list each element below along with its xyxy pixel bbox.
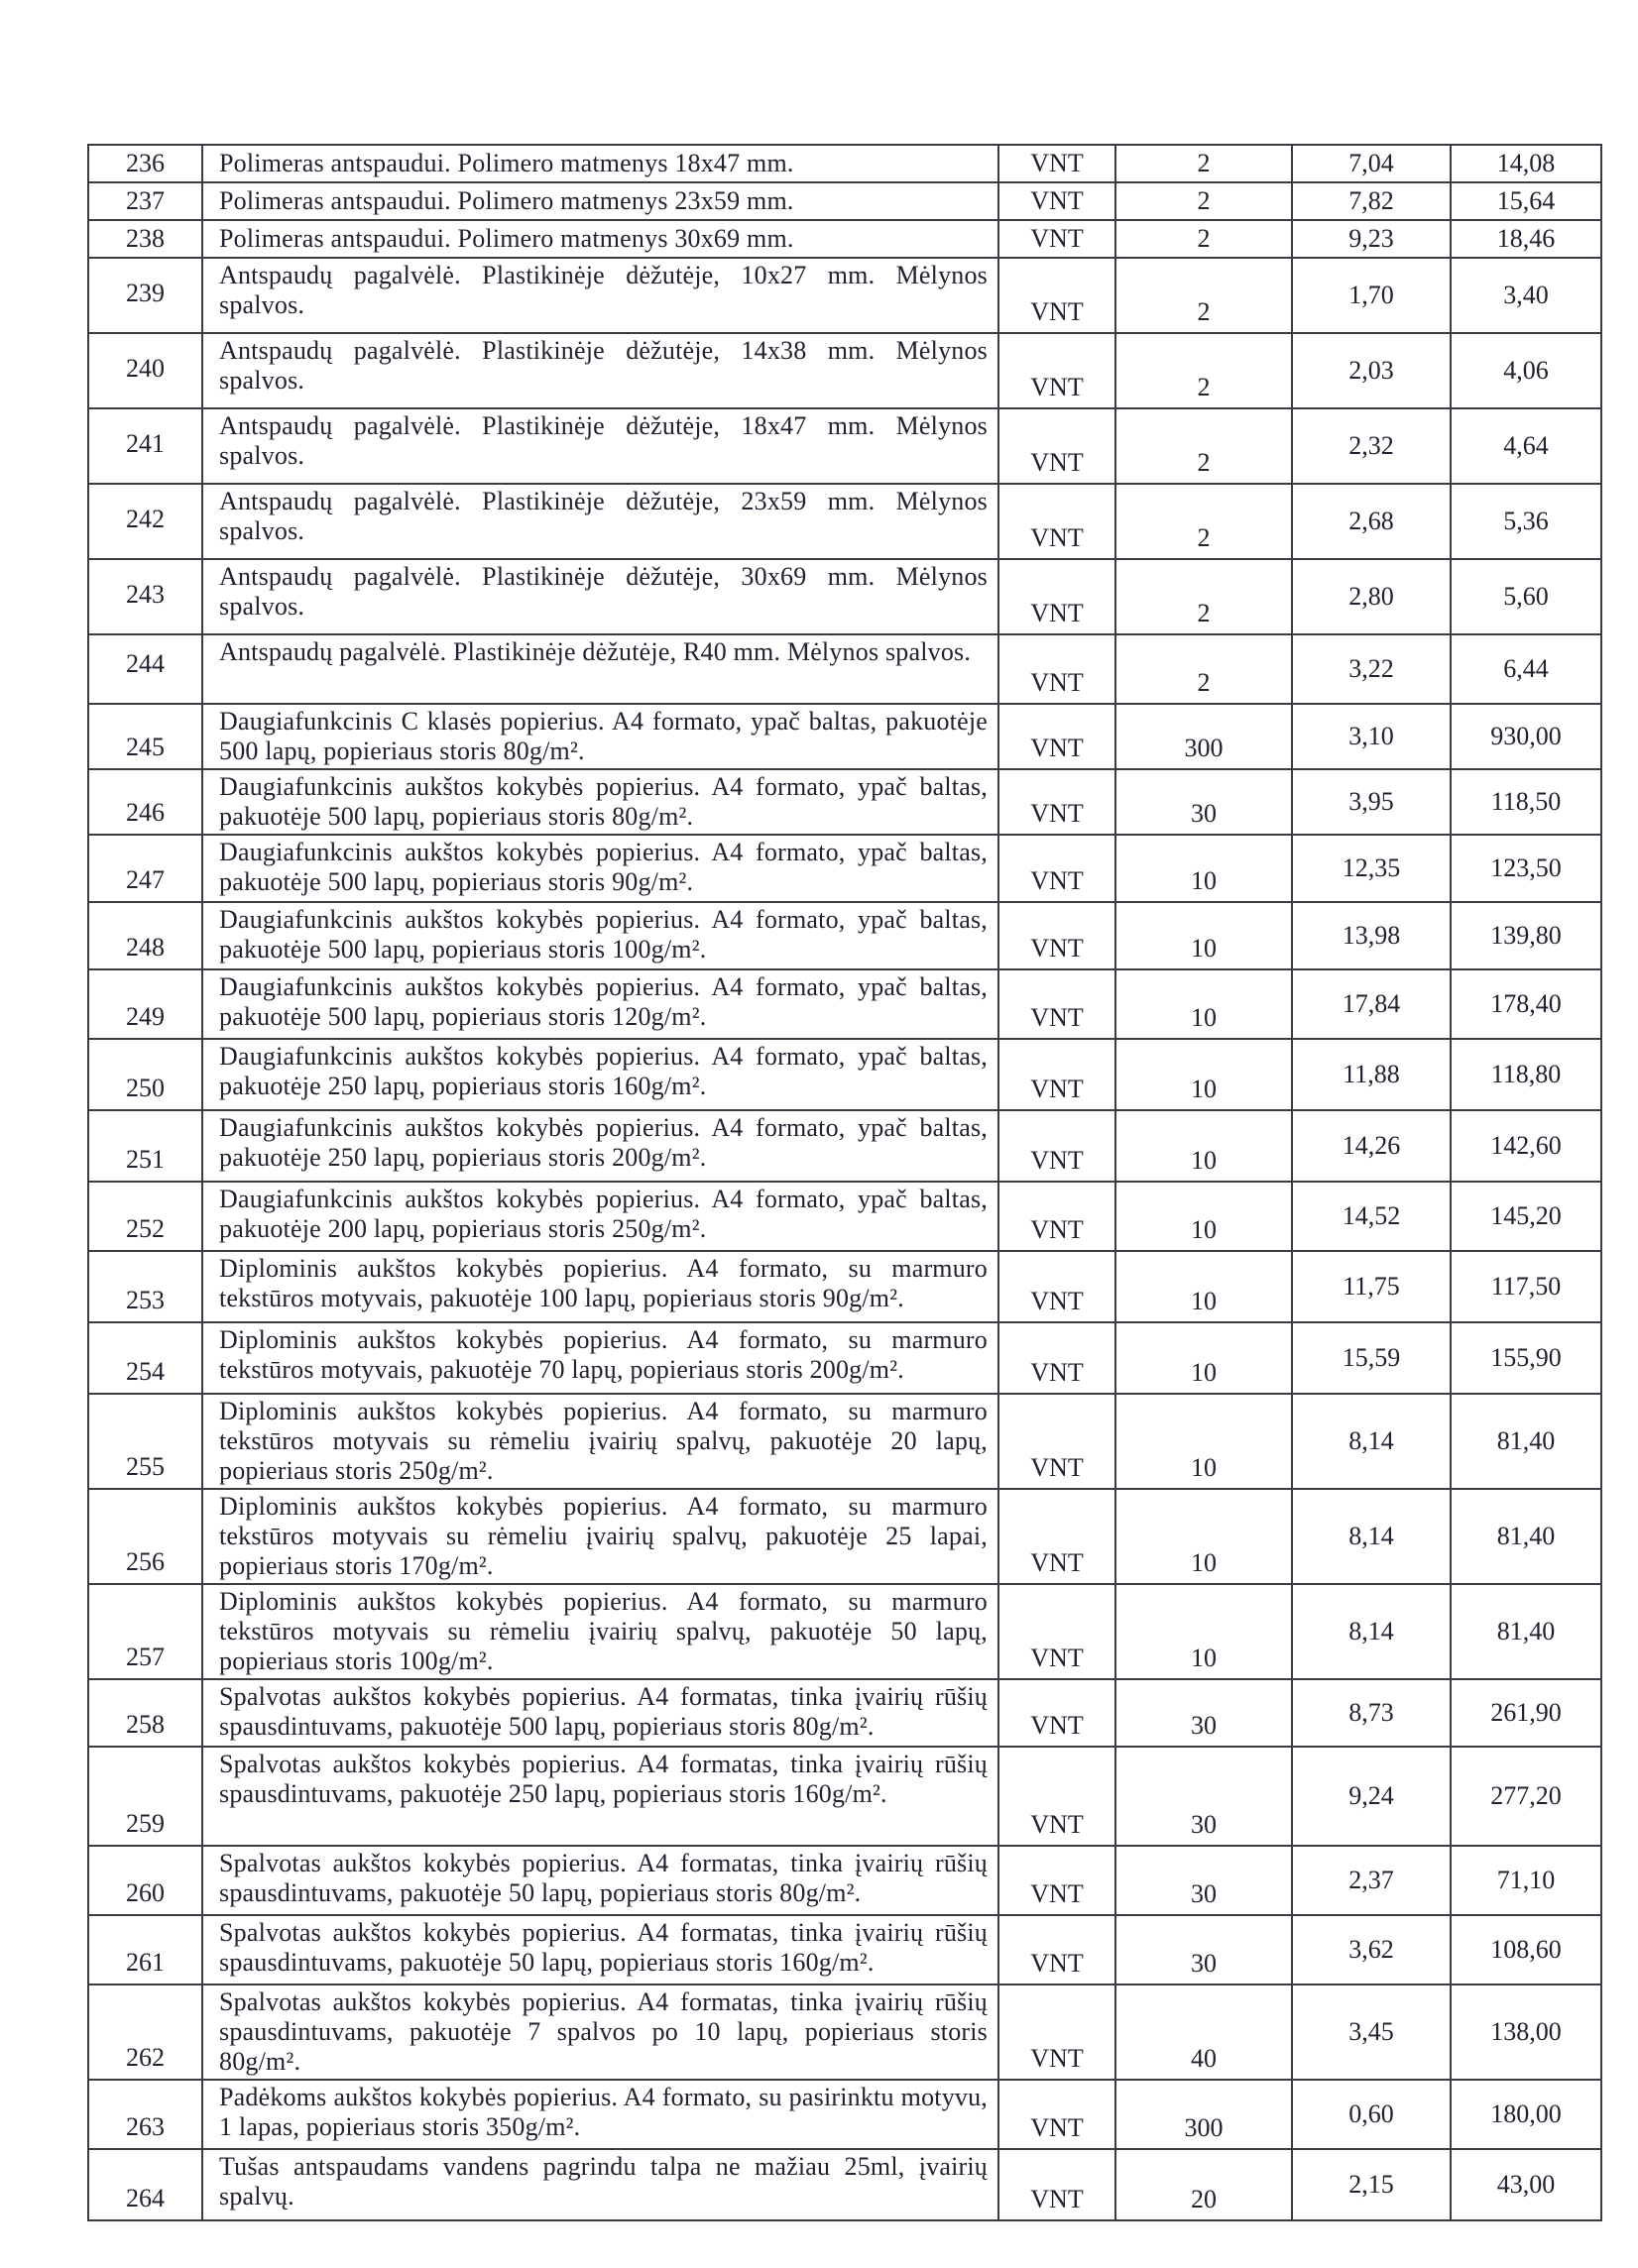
unit-price-cell: 7,82 xyxy=(1292,182,1451,220)
quantity-cell: 30 xyxy=(1115,1846,1292,1915)
quantity-cell: 30 xyxy=(1115,1679,1292,1747)
unit-price-cell: 14,26 xyxy=(1292,1110,1451,1182)
quantity-cell: 10 xyxy=(1115,1394,1292,1489)
unit-price-cell: 3,62 xyxy=(1292,1915,1451,1984)
row-number-cell: 255 xyxy=(88,1394,202,1489)
row-number-cell: 238 xyxy=(88,220,202,258)
table-row xyxy=(88,145,1601,182)
price-table xyxy=(87,144,1602,2221)
total-price-cell: 71,10 xyxy=(1451,1846,1601,1915)
unit-price-cell: 13,98 xyxy=(1292,902,1451,969)
description-cell: Daugiafunkcinis aukštos kokybės popierius. A4 formato, ypač baltas, pakuotėje 500 lapų, popieriaus storis 100g/m². xyxy=(202,902,998,969)
row-number-cell: 252 xyxy=(88,1182,202,1251)
items-table-body xyxy=(88,145,1601,2220)
row-number-cell: 260 xyxy=(88,1846,202,1915)
table-row xyxy=(88,902,1601,969)
unit-cell: VNT xyxy=(998,559,1115,634)
total-price-cell: 43,00 xyxy=(1451,2149,1601,2220)
quantity-cell: 2 xyxy=(1115,559,1292,634)
description-cell: Diplominis aukštos kokybės popierius. A4 formato, su marmuro tekstūros motyvais, pakuotėje 100 lapų, popieriaus storis 90g/m². xyxy=(202,1251,998,1322)
unit-cell: VNT xyxy=(998,182,1115,220)
total-price-cell: 5,36 xyxy=(1451,484,1601,559)
total-price-cell: 3,40 xyxy=(1451,258,1601,333)
quantity-cell: 2 xyxy=(1115,333,1292,408)
row-number-cell: 241 xyxy=(88,408,202,484)
table-row xyxy=(88,1110,1601,1182)
description-cell: Padėkoms aukštos kokybės popierius. A4 formato, su pasirinktu motyvu, 1 lapas, popieriaus storis 350g/m². xyxy=(202,2080,998,2149)
description-cell: Spalvotas aukštos kokybės popierius. A4 formatas, tinka įvairių rūšių spausdintuvams, pakuotėje 7 spalvos po 10 lapų, popieriaus storis 80g/m². xyxy=(202,1984,998,2080)
quantity-cell: 300 xyxy=(1115,704,1292,769)
row-number-cell: 259 xyxy=(88,1747,202,1846)
unit-cell: VNT xyxy=(998,1182,1115,1251)
unit-price-cell: 3,22 xyxy=(1292,634,1451,704)
row-number-cell: 236 xyxy=(88,145,202,182)
quantity-cell: 2 xyxy=(1115,484,1292,559)
quantity-cell: 2 xyxy=(1115,220,1292,258)
row-number-cell: 263 xyxy=(88,2080,202,2149)
total-price-cell: 15,64 xyxy=(1451,182,1601,220)
unit-price-cell: 1,70 xyxy=(1292,258,1451,333)
unit-price-cell: 11,75 xyxy=(1292,1251,1451,1322)
description-cell: Daugiafunkcinis aukštos kokybės popierius. A4 formato, ypač baltas, pakuotėje 500 lapų, popieriaus storis 120g/m². xyxy=(202,969,998,1039)
unit-cell: VNT xyxy=(998,769,1115,835)
table-row xyxy=(88,258,1601,333)
table-row xyxy=(88,1489,1601,1584)
quantity-cell: 30 xyxy=(1115,1915,1292,1984)
quantity-cell: 2 xyxy=(1115,145,1292,182)
row-number-cell: 262 xyxy=(88,1984,202,2080)
description-cell: Polimeras antspaudui. Polimero matmenys 18x47 mm. xyxy=(202,145,998,182)
total-price-cell: 6,44 xyxy=(1451,634,1601,704)
unit-price-cell: 8,14 xyxy=(1292,1394,1451,1489)
unit-cell: VNT xyxy=(998,220,1115,258)
row-number-cell: 251 xyxy=(88,1110,202,1182)
row-number-cell: 250 xyxy=(88,1039,202,1110)
unit-price-cell: 12,35 xyxy=(1292,835,1451,902)
table-row xyxy=(88,1251,1601,1322)
quantity-cell: 2 xyxy=(1115,258,1292,333)
quantity-cell: 10 xyxy=(1115,1251,1292,1322)
description-cell: Diplominis aukštos kokybės popierius. A4 formato, su marmuro tekstūros motyvais, pakuotėje 70 lapų, popieriaus storis 200g/m². xyxy=(202,1322,998,1394)
row-number-cell: 264 xyxy=(88,2149,202,2220)
table-row xyxy=(88,2080,1601,2149)
unit-cell: VNT xyxy=(998,1584,1115,1679)
unit-price-cell: 9,24 xyxy=(1292,1747,1451,1846)
unit-cell: VNT xyxy=(998,258,1115,333)
total-price-cell: 118,80 xyxy=(1451,1039,1601,1110)
total-price-cell: 123,50 xyxy=(1451,835,1601,902)
table-row xyxy=(88,1039,1601,1110)
total-price-cell: 155,90 xyxy=(1451,1322,1601,1394)
description-cell: Polimeras antspaudui. Polimero matmenys 30x69 mm. xyxy=(202,220,998,258)
unit-cell: VNT xyxy=(998,1747,1115,1846)
unit-price-cell: 11,88 xyxy=(1292,1039,1451,1110)
unit-cell: VNT xyxy=(998,145,1115,182)
unit-price-cell: 3,95 xyxy=(1292,769,1451,835)
quantity-cell: 30 xyxy=(1115,769,1292,835)
total-price-cell: 142,60 xyxy=(1451,1110,1601,1182)
unit-price-cell: 0,60 xyxy=(1292,2080,1451,2149)
unit-cell: VNT xyxy=(998,1039,1115,1110)
unit-cell: VNT xyxy=(998,1846,1115,1915)
total-price-cell: 4,64 xyxy=(1451,408,1601,484)
description-cell: Antspaudų pagalvėlė. Plastikinėje dėžutėje, 10x27 mm. Mėlynos spalvos. xyxy=(202,258,998,333)
table-row xyxy=(88,1322,1601,1394)
unit-price-cell: 15,59 xyxy=(1292,1322,1451,1394)
unit-price-cell: 14,52 xyxy=(1292,1182,1451,1251)
unit-cell: VNT xyxy=(998,969,1115,1039)
total-price-cell: 81,40 xyxy=(1451,1584,1601,1679)
unit-cell: VNT xyxy=(998,634,1115,704)
total-price-cell: 277,20 xyxy=(1451,1747,1601,1846)
quantity-cell: 10 xyxy=(1115,835,1292,902)
description-cell: Daugiafunkcinis aukštos kokybės popierius. A4 formato, ypač baltas, pakuotėje 500 lapų, popieriaus storis 90g/m². xyxy=(202,835,998,902)
quantity-cell: 10 xyxy=(1115,1322,1292,1394)
quantity-cell: 300 xyxy=(1115,2080,1292,2149)
unit-price-cell: 2,68 xyxy=(1292,484,1451,559)
unit-cell: VNT xyxy=(998,1251,1115,1322)
description-cell: Spalvotas aukštos kokybės popierius. A4 formatas, tinka įvairių rūšių spausdintuvams, pakuotėje 250 lapų, popieriaus storis 160g/m². xyxy=(202,1747,998,1846)
table-row xyxy=(88,835,1601,902)
description-cell: Daugiafunkcinis aukštos kokybės popierius. A4 formato, ypač baltas, pakuotėje 500 lapų, popieriaus storis 80g/m². xyxy=(202,769,998,835)
row-number-cell: 258 xyxy=(88,1679,202,1747)
unit-price-cell: 8,73 xyxy=(1292,1679,1451,1747)
quantity-cell: 10 xyxy=(1115,1489,1292,1584)
quantity-cell: 2 xyxy=(1115,408,1292,484)
quantity-cell: 10 xyxy=(1115,969,1292,1039)
row-number-cell: 242 xyxy=(88,484,202,559)
unit-cell: VNT xyxy=(998,1984,1115,2080)
table-row xyxy=(88,969,1601,1039)
description-cell: Diplominis aukštos kokybės popierius. A4 formato, su marmuro tekstūros motyvais su rėmeliu įvairių spalvų, pakuotėje 50 lapų, popieriaus storis 100g/m². xyxy=(202,1584,998,1679)
description-cell: Antspaudų pagalvėlė. Plastikinėje dėžutėje, 23x59 mm. Mėlynos spalvos. xyxy=(202,484,998,559)
total-price-cell: 18,46 xyxy=(1451,220,1601,258)
total-price-cell: 4,06 xyxy=(1451,333,1601,408)
quantity-cell: 10 xyxy=(1115,1584,1292,1679)
total-price-cell: 930,00 xyxy=(1451,704,1601,769)
description-cell: Antspaudų pagalvėlė. Plastikinėje dėžutėje, 14x38 mm. Mėlynos spalvos. xyxy=(202,333,998,408)
row-number-cell: 243 xyxy=(88,559,202,634)
quantity-cell: 10 xyxy=(1115,1182,1292,1251)
total-price-cell: 261,90 xyxy=(1451,1679,1601,1747)
description-cell: Daugiafunkcinis aukštos kokybės popierius. A4 formato, ypač baltas, pakuotėje 250 lapų, popieriaus storis 160g/m². xyxy=(202,1039,998,1110)
total-price-cell: 145,20 xyxy=(1451,1182,1601,1251)
quantity-cell: 2 xyxy=(1115,634,1292,704)
table-row xyxy=(88,769,1601,835)
unit-cell: VNT xyxy=(998,1322,1115,1394)
unit-cell: VNT xyxy=(998,704,1115,769)
quantity-cell: 10 xyxy=(1115,1039,1292,1110)
table-row xyxy=(88,1679,1601,1747)
description-cell: Spalvotas aukštos kokybės popierius. A4 formatas, tinka įvairių rūšių spausdintuvams, pakuotėje 50 lapų, popieriaus storis 160g/m². xyxy=(202,1915,998,1984)
unit-price-cell: 7,04 xyxy=(1292,145,1451,182)
unit-price-cell: 8,14 xyxy=(1292,1489,1451,1584)
table-row xyxy=(88,1584,1601,1679)
description-cell: Daugiafunkcinis C klasės popierius. A4 formato, ypač baltas, pakuotėje 500 lapų, popieriaus storis 80g/m². xyxy=(202,704,998,769)
unit-cell: VNT xyxy=(998,484,1115,559)
table-row xyxy=(88,220,1601,258)
table-row xyxy=(88,1984,1601,2080)
total-price-cell: 180,00 xyxy=(1451,2080,1601,2149)
description-cell: Tušas antspaudams vandens pagrindu talpa ne mažiau 25ml, įvairių spalvų. xyxy=(202,2149,998,2220)
unit-cell: VNT xyxy=(998,1915,1115,1984)
row-number-cell: 245 xyxy=(88,704,202,769)
table-row xyxy=(88,1182,1601,1251)
table-row xyxy=(88,2149,1601,2220)
description-cell: Diplominis aukštos kokybės popierius. A4 formato, su marmuro tekstūros motyvais su rėmeliu įvairių spalvų, pakuotėje 20 lapų, popieriaus storis 250g/m². xyxy=(202,1394,998,1489)
quantity-cell: 10 xyxy=(1115,1110,1292,1182)
table-row xyxy=(88,704,1601,769)
row-number-cell: 261 xyxy=(88,1915,202,1984)
total-price-cell: 117,50 xyxy=(1451,1251,1601,1322)
unit-price-cell: 2,37 xyxy=(1292,1846,1451,1915)
unit-cell: VNT xyxy=(998,333,1115,408)
unit-price-cell: 9,23 xyxy=(1292,220,1451,258)
total-price-cell: 14,08 xyxy=(1451,145,1601,182)
description-cell: Antspaudų pagalvėlė. Plastikinėje dėžutėje, R40 mm. Mėlynos spalvos. xyxy=(202,634,998,704)
quantity-cell: 40 xyxy=(1115,1984,1292,2080)
description-cell: Diplominis aukštos kokybės popierius. A4 formato, su marmuro tekstūros motyvais su rėmeliu įvairių spalvų, pakuotėje 25 lapai, popieriaus storis 170g/m². xyxy=(202,1489,998,1584)
unit-cell: VNT xyxy=(998,1679,1115,1747)
total-price-cell: 81,40 xyxy=(1451,1489,1601,1584)
total-price-cell: 108,60 xyxy=(1451,1915,1601,1984)
unit-cell: VNT xyxy=(998,2080,1115,2149)
row-number-cell: 240 xyxy=(88,333,202,408)
table-row xyxy=(88,1915,1601,1984)
row-number-cell: 254 xyxy=(88,1322,202,1394)
description-cell: Daugiafunkcinis aukštos kokybės popierius. A4 formato, ypač baltas, pakuotėje 250 lapų, popieriaus storis 200g/m². xyxy=(202,1110,998,1182)
row-number-cell: 253 xyxy=(88,1251,202,1322)
unit-cell: VNT xyxy=(998,902,1115,969)
description-cell: Daugiafunkcinis aukštos kokybės popierius. A4 formato, ypač baltas, pakuotėje 200 lapų, popieriaus storis 250g/m². xyxy=(202,1182,998,1251)
unit-cell: VNT xyxy=(998,835,1115,902)
description-cell: Antspaudų pagalvėlė. Plastikinėje dėžutėje, 30x69 mm. Mėlynos spalvos. xyxy=(202,559,998,634)
unit-price-cell: 2,03 xyxy=(1292,333,1451,408)
unit-cell: VNT xyxy=(998,2149,1115,2220)
unit-price-cell: 8,14 xyxy=(1292,1584,1451,1679)
total-price-cell: 178,40 xyxy=(1451,969,1601,1039)
row-number-cell: 257 xyxy=(88,1584,202,1679)
description-cell: Spalvotas aukštos kokybės popierius. A4 formatas, tinka įvairių rūšių spausdintuvams, pakuotėje 500 lapų, popieriaus storis 80g/m². xyxy=(202,1679,998,1747)
unit-price-cell: 2,32 xyxy=(1292,408,1451,484)
table-row xyxy=(88,1747,1601,1846)
total-price-cell: 138,00 xyxy=(1451,1984,1601,2080)
table-row xyxy=(88,182,1601,220)
total-price-cell: 139,80 xyxy=(1451,902,1601,969)
total-price-cell: 5,60 xyxy=(1451,559,1601,634)
unit-cell: VNT xyxy=(998,408,1115,484)
total-price-cell: 118,50 xyxy=(1451,769,1601,835)
total-price-cell: 81,40 xyxy=(1451,1394,1601,1489)
quantity-cell: 20 xyxy=(1115,2149,1292,2220)
unit-price-cell: 17,84 xyxy=(1292,969,1451,1039)
unit-price-cell: 2,15 xyxy=(1292,2149,1451,2220)
quantity-cell: 30 xyxy=(1115,1747,1292,1846)
quantity-cell: 2 xyxy=(1115,182,1292,220)
row-number-cell: 246 xyxy=(88,769,202,835)
row-number-cell: 237 xyxy=(88,182,202,220)
table-row xyxy=(88,559,1601,634)
unit-price-cell: 2,80 xyxy=(1292,559,1451,634)
row-number-cell: 247 xyxy=(88,835,202,902)
row-number-cell: 248 xyxy=(88,902,202,969)
description-cell: Antspaudų pagalvėlė. Plastikinėje dėžutėje, 18x47 mm. Mėlynos spalvos. xyxy=(202,408,998,484)
table-row xyxy=(88,484,1601,559)
unit-price-cell: 3,45 xyxy=(1292,1984,1451,2080)
unit-cell: VNT xyxy=(998,1110,1115,1182)
table-row xyxy=(88,634,1601,704)
description-cell: Polimeras antspaudui. Polimero matmenys 23x59 mm. xyxy=(202,182,998,220)
unit-cell: VNT xyxy=(998,1394,1115,1489)
table-row xyxy=(88,408,1601,484)
description-cell: Spalvotas aukštos kokybės popierius. A4 formatas, tinka įvairių rūšių spausdintuvams, pakuotėje 50 lapų, popieriaus storis 80g/m². xyxy=(202,1846,998,1915)
unit-cell: VNT xyxy=(998,1489,1115,1584)
row-number-cell: 239 xyxy=(88,258,202,333)
quantity-cell: 10 xyxy=(1115,902,1292,969)
unit-price-cell: 3,10 xyxy=(1292,704,1451,769)
table-row xyxy=(88,333,1601,408)
row-number-cell: 244 xyxy=(88,634,202,704)
table-row xyxy=(88,1846,1601,1915)
row-number-cell: 249 xyxy=(88,969,202,1039)
table-row xyxy=(88,1394,1601,1489)
row-number-cell: 256 xyxy=(88,1489,202,1584)
